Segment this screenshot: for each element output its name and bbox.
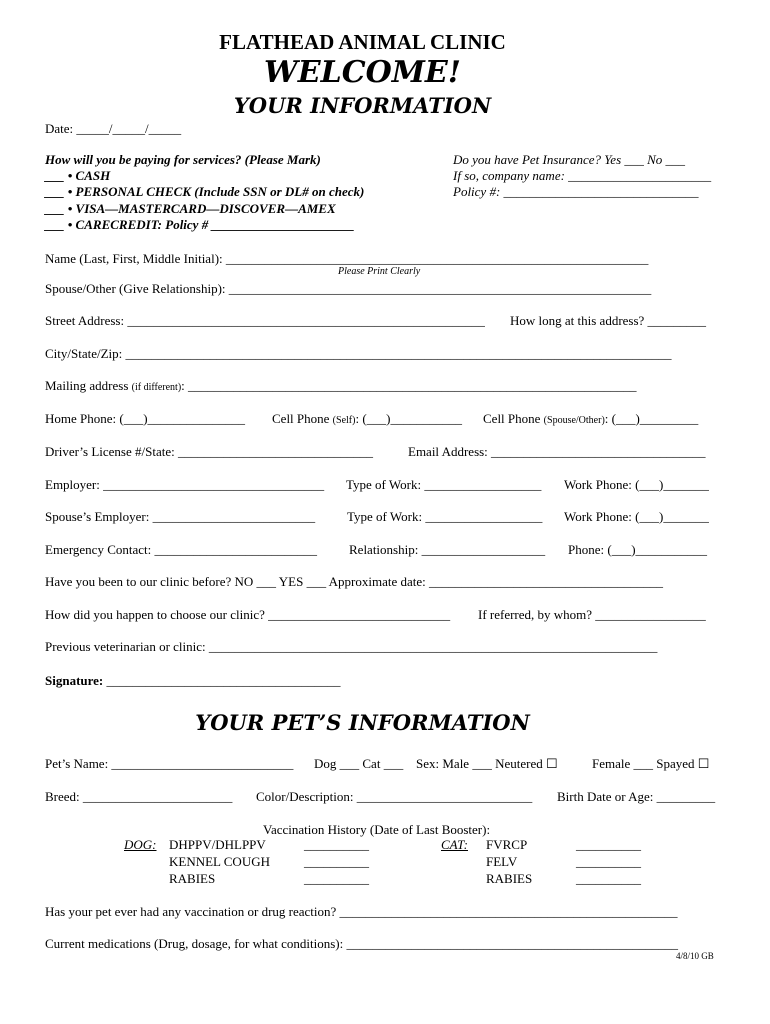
referred-by-field[interactable]: If referred, by whom? _________________ — [478, 607, 706, 622]
mailing-note: (if different) — [131, 382, 182, 393]
signature-line: ____________________________________ — [103, 673, 341, 688]
print-clearly-note: Please Print Clearly — [338, 266, 421, 277]
birth-date-field[interactable]: Birth Date or Age: _________ — [557, 789, 716, 804]
relationship-field[interactable]: Relationship: ___________________ — [349, 542, 546, 557]
dog-vaccine-3: RABIES — [169, 871, 216, 886]
breed-field[interactable]: Breed: _______________________ — [45, 789, 233, 804]
dog-vaccine-2: KENNEL COUGH — [169, 854, 270, 869]
been-before-field[interactable]: Have you been to our clinic before? NO ___ YES ___ Approximate date: ____________________________________ — [45, 574, 663, 589]
home-phone-field[interactable]: Home Phone: (___)_______________ — [45, 411, 246, 426]
drivers-license-field[interactable]: Driver’s License #/State: ______________________________ — [45, 444, 373, 459]
sex-male-field[interactable]: Sex: Male ___ Neutered ☐ — [416, 756, 558, 771]
mailing-label: Mailing address — [45, 378, 129, 393]
sex-female-field[interactable]: Female ___ Spayed ☐ — [592, 756, 710, 771]
cat-vaccine-1: FVRCP — [486, 837, 528, 852]
signature-label: Signature: — [45, 673, 104, 688]
emergency-contact-field[interactable]: Emergency Contact: _________________________ — [45, 542, 318, 557]
vaccination-title: Vaccination History (Date of Last Booster): — [263, 822, 491, 837]
dog-label: DOG: — [124, 837, 157, 852]
cat-vaccine-2: FELV — [486, 854, 518, 869]
mailing-address-field[interactable] — [45, 378, 637, 394]
employer-field[interactable]: Employer: __________________________________ — [45, 477, 325, 492]
cell-self-label: Cell Phone — [272, 411, 330, 426]
payment-question: How will you be paying for services? (Please Mark) — [45, 152, 321, 167]
cat-vaccine-3: RABIES — [486, 871, 533, 886]
emergency-phone-field[interactable]: Phone: (___)___________ — [568, 542, 708, 557]
cell-self-line: : (___)___________ — [355, 411, 462, 426]
cat-label: CAT: — [441, 837, 468, 852]
payment-option-card[interactable]: ___ • VISA—MASTERCARD—DISCOVER—AMEX — [45, 201, 336, 216]
insurance-policy-field[interactable]: Policy #: ______________________________ — [453, 184, 699, 199]
current-medications-field[interactable]: Current medications (Drug, dosage, for what conditions): ___________________________________________________ — [45, 936, 678, 951]
email-field[interactable]: Email Address: _________________________________ — [408, 444, 706, 459]
your-information-heading: YOUR INFORMATION — [233, 93, 492, 118]
spouse-field[interactable]: Spouse/Other (Give Relationship): _________________________________________________________________ — [45, 281, 652, 296]
welcome-heading: WELCOME! — [264, 55, 461, 90]
dog-vaccine-1: DHPPV/DHLPPV — [169, 837, 266, 852]
cat-vaccine-date-1[interactable]: __________ — [576, 837, 641, 852]
mailing-line: : _____________________________________________________________________ — [181, 378, 637, 393]
cat-vaccine-date-2[interactable]: __________ — [576, 854, 641, 869]
spouse-employer-field[interactable]: Spouse’s Employer: _________________________ — [45, 509, 316, 524]
address-duration-field[interactable]: How long at this address? _________ — [510, 313, 707, 328]
payment-option-check[interactable]: ___ • PERSONAL CHECK (Include SSN or DL# on check) — [45, 184, 365, 199]
cat-vaccine-date-3[interactable]: __________ — [576, 871, 641, 886]
clinic-name: FLATHEAD ANIMAL CLINIC — [219, 30, 506, 54]
choose-clinic-field[interactable]: How did you happen to choose our clinic? ____________________________ — [45, 607, 451, 622]
cell-self-note: (Self) — [332, 415, 356, 426]
insurance-question[interactable]: Do you have Pet Insurance? Yes ___ No ___ — [453, 152, 686, 167]
cell-phone-spouse-field[interactable] — [483, 411, 698, 427]
pet-name-field[interactable]: Pet’s Name: ____________________________ — [45, 756, 294, 771]
previous-vet-field[interactable]: Previous veterinarian or clinic: _____________________________________________________________________ — [45, 639, 658, 654]
dog-vaccine-date-3[interactable]: __________ — [304, 871, 369, 886]
pet-info-heading: YOUR PET’S INFORMATION — [195, 710, 530, 735]
cell-spouse-line: : (___)_________ — [604, 411, 699, 426]
dog-vaccine-date-1[interactable]: __________ — [304, 837, 369, 852]
vaccination-reaction-field[interactable]: Has your pet ever had any vaccination or drug reaction? ____________________________________________________ — [45, 904, 678, 919]
insurance-company-field[interactable]: If so, company name: ______________________ — [453, 168, 712, 183]
spouse-type-field[interactable]: Type of Work: __________________ — [347, 509, 543, 524]
signature-field[interactable] — [45, 673, 341, 689]
cell-spouse-label: Cell Phone — [483, 411, 541, 426]
payment-option-cash[interactable]: ___ • CASH — [45, 168, 111, 183]
date-field[interactable]: Date: _____/_____/_____ — [45, 121, 182, 136]
dog-cat-field[interactable]: Dog ___ Cat ___ — [314, 756, 404, 771]
employer-type-field[interactable]: Type of Work: __________________ — [346, 477, 542, 492]
city-state-zip-field[interactable]: City/State/Zip: ____________________________________________________________________________________ — [45, 346, 672, 361]
cell-spouse-note: (Spouse/Other) — [543, 415, 605, 426]
dog-vaccine-date-2[interactable]: __________ — [304, 854, 369, 869]
street-address-field[interactable]: Street Address: _______________________________________________________ — [45, 313, 485, 328]
form-version: 4/8/10 GB — [676, 951, 714, 961]
spouse-phone-field[interactable]: Work Phone: (___)_______ — [564, 509, 709, 524]
payment-option-carecredit[interactable]: ___ • CARECREDIT: Policy # ______________________ — [45, 217, 355, 232]
color-field[interactable]: Color/Description: ___________________________ — [256, 789, 533, 804]
owner-name-field[interactable]: Name (Last, First, Middle Initial): _________________________________________________________________ — [45, 251, 649, 266]
employer-phone-field[interactable]: Work Phone: (___)_______ — [564, 477, 709, 492]
cell-phone-self-field[interactable] — [272, 411, 462, 427]
